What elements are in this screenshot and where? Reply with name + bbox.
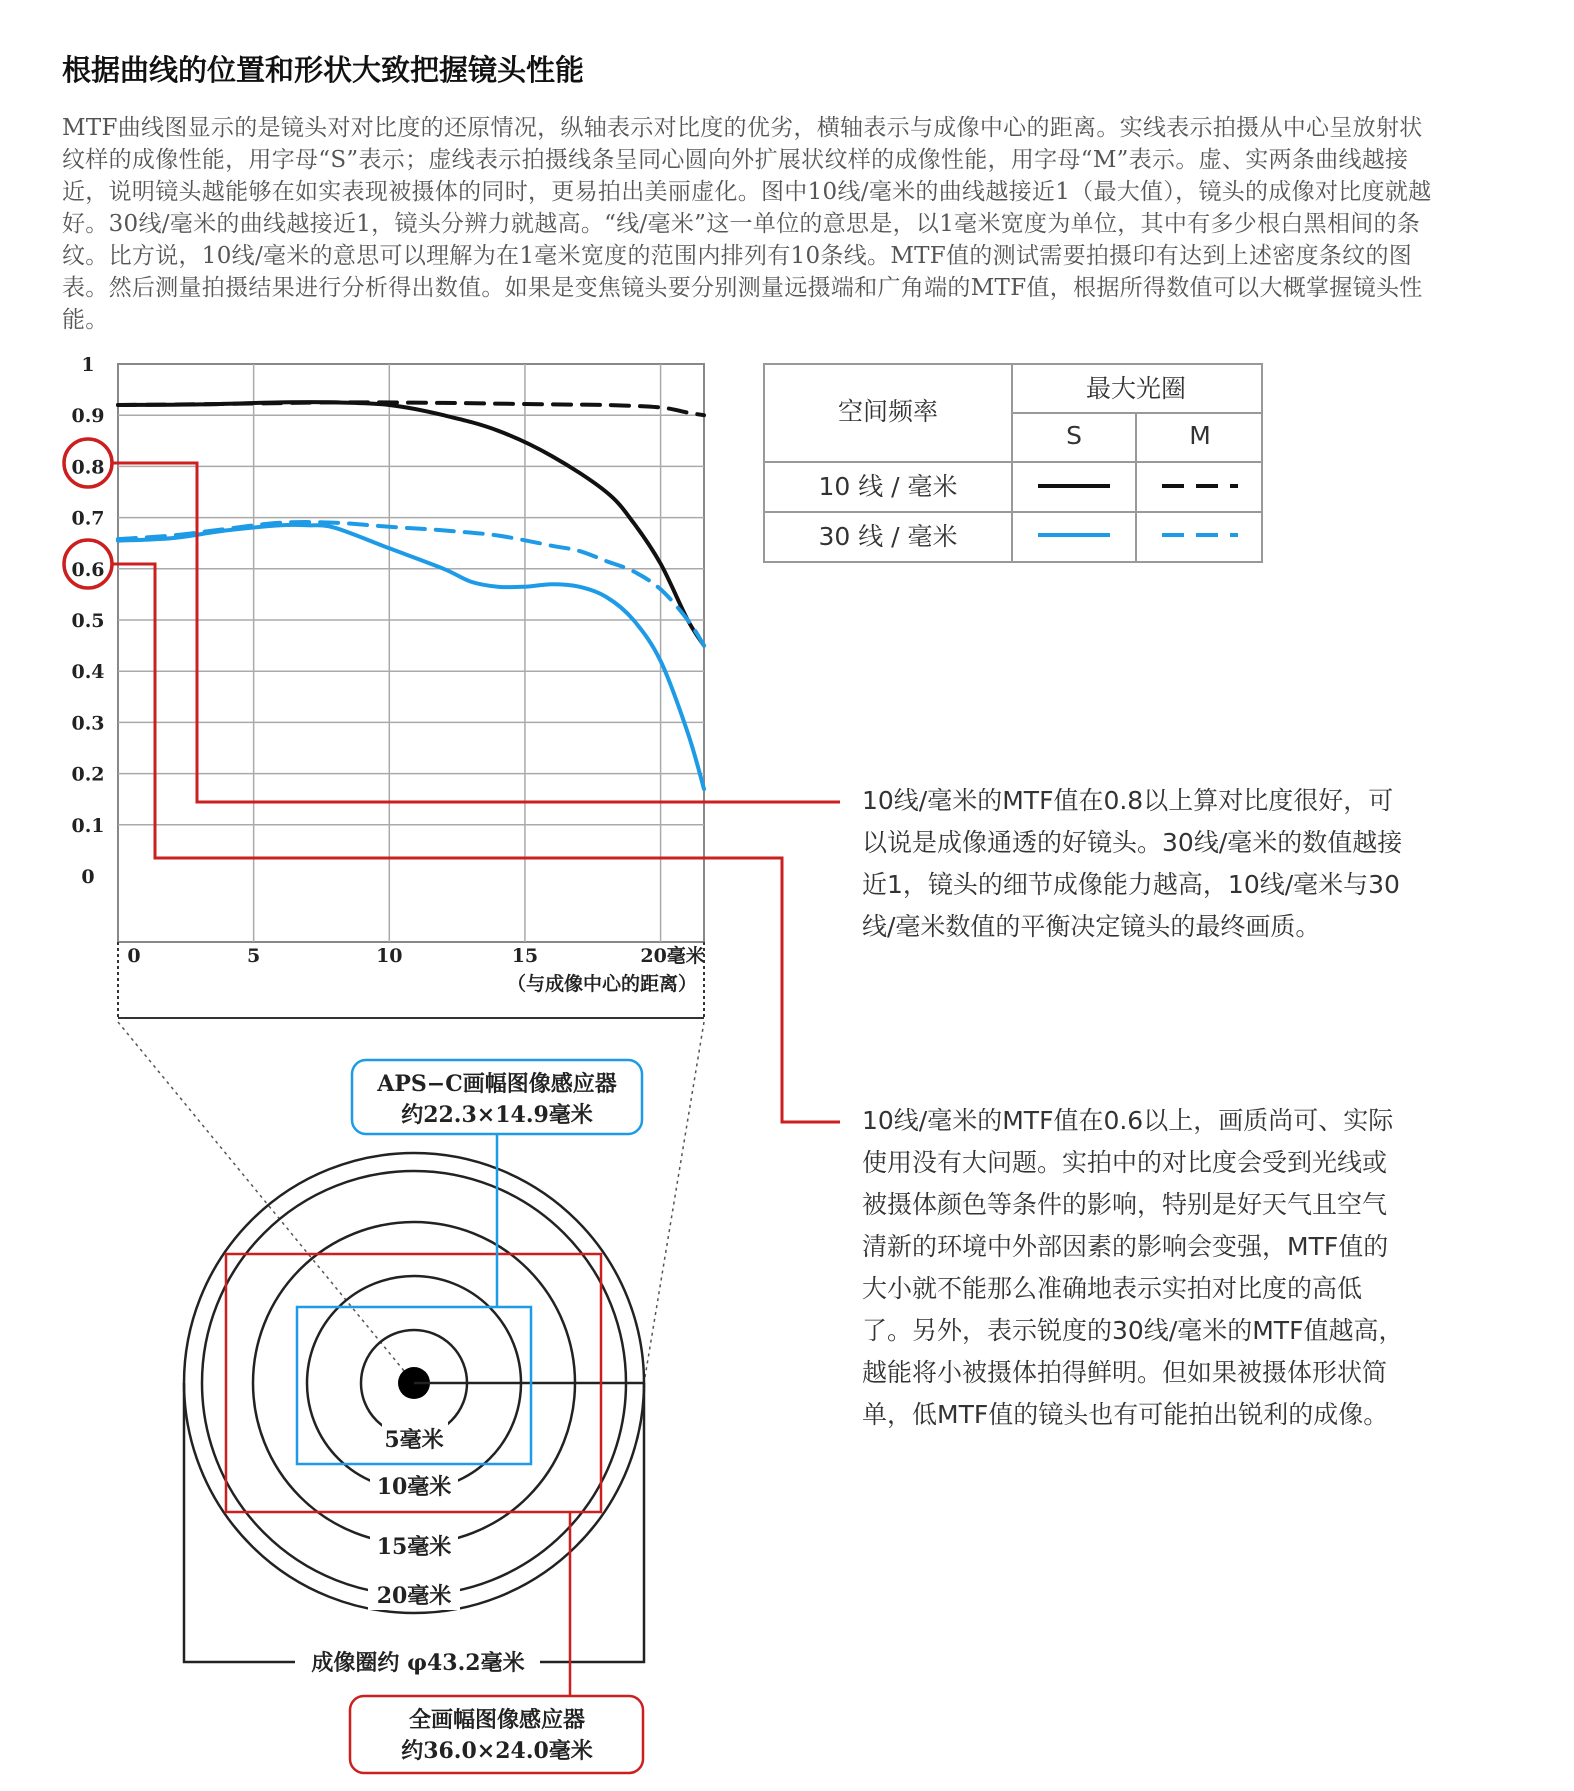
series-line-0	[118, 402, 704, 645]
image-circle-bracket-right	[540, 1383, 644, 1662]
y-axis-ticks	[71, 354, 104, 888]
y-tick-label: 0.4	[71, 661, 105, 684]
ring-label-20mm: 20毫米	[376, 1583, 452, 1609]
y-tick-label: 0.1	[71, 814, 105, 837]
connector-line-0.6	[112, 564, 840, 1122]
page-title: 根据曲线的位置和形状大致把握镜头性能	[62, 53, 585, 87]
y-tick-label: 0.7	[71, 507, 105, 530]
legend-header-freq: 空间频率	[837, 397, 939, 426]
plot-frame	[118, 364, 704, 942]
x-tick-label: 5	[247, 945, 261, 967]
ff-label-line2: 约36.0×24.0毫米	[401, 1738, 593, 1764]
image-circle-diagram	[184, 1060, 644, 1773]
note-0.6: 10线/毫米的MTF值在0.6以上，画质尚可、实际使用没有大问题。实拍中的对比度会受到光线或被摄体颜色等条件的影响，特别是好天气且空气清新的环境中外部因素的影响会变强，MTF值的大小就不能那么准确地表示实拍对比度的高低了。另外，表示锐度的30线/毫米的MTF值越高，越能将小被摄体拍得鲜明。但如果被摄体形状简单，低MTF值的镜头也有可能拍出锐利的成像。	[862, 1106, 1404, 1429]
image-circle-label: 成像圈约 φ43.2毫米	[311, 1650, 525, 1676]
series-line-3	[118, 522, 704, 646]
legend-row-30: 30 线 / 毫米	[818, 522, 958, 551]
connector-line-0.8	[112, 463, 840, 802]
projection-line-right	[644, 1022, 704, 1383]
x-tick-label: 20毫米	[640, 945, 705, 967]
legend-col-m: M	[1189, 421, 1211, 450]
image-circle-bracket-left	[184, 1383, 295, 1662]
x-tick-label: 10	[376, 945, 403, 967]
x-tick-label: 15	[511, 945, 539, 967]
y-tick-label: 0.3	[71, 712, 105, 735]
y-tick-label: 0.8	[71, 456, 105, 479]
chart-grid	[118, 364, 704, 942]
ring-label-10mm: 10毫米	[376, 1474, 452, 1500]
ff-label-line1: 全画幅图像感应器	[408, 1707, 586, 1733]
legend-header-aperture: 最大光圈	[1085, 374, 1187, 403]
y-tick-label: 0.9	[71, 405, 105, 428]
intro-paragraph: MTF曲线图显示的是镜头对对比度的还原情况，纵轴表示对比度的优劣，横轴表示与成像中心的距离。实线表示拍摄从中心呈放射状纹样的成像性能，用字母“S”表示；虚线表示拍摄线条呈同心圆向外扩展状纹样的成像性能，用字母“M”表示。虚、实两条曲线越接近，说明镜头越能够在如实表现被摄体的同时，更易拍出美丽虚化。图中10线/毫米的曲线越接近1（最大值），镜头的成像对比度就越好。30线/毫米的曲线越接近1，镜头分辨力就越高。“线/毫米”这一单位的意思是，以1毫米宽度为单位，其中有多少根白黑相间的条纹。比方说，10线/毫米的意思可以理解为在1毫米宽度的范围内排列有10条线。MTF值的测试需要拍摄印有达到上述密度条纹的图表。然后测量拍摄结果进行分析得出数值。如果是变焦镜头要分别测量远摄端和广角端的MTF值，根据所得数值可以大概掌握镜头性能。	[62, 115, 1432, 333]
y-tick-label: 0.5	[71, 610, 105, 632]
legend-col-s: S	[1066, 421, 1082, 450]
mtf-curves	[118, 402, 704, 789]
ring-label-15mm: 15毫米	[376, 1534, 452, 1560]
y-tick-label: 0.6	[71, 558, 105, 581]
apsc-label-line2: 约22.3×14.9毫米	[401, 1102, 593, 1128]
note-0.8: 10线/毫米的MTF值在0.8以上算对比度很好，可以说是成像通透的好镜头。30线/毫米的数值越接近1，镜头的细节成像能力越高，10线/毫米与30线/毫米数值的平衡决定镜头的最终画质。	[862, 786, 1403, 941]
legend-table	[764, 364, 1262, 562]
x-axis-label: （与成像中心的距离）	[506, 973, 698, 995]
ring-label-5mm: 5毫米	[384, 1427, 444, 1453]
x-axis-ticks	[127, 944, 704, 967]
apsc-label-line1: APS−C画幅图像感应器	[377, 1071, 617, 1097]
y-tick-label: 0	[81, 866, 95, 888]
y-tick-label: 0.2	[71, 763, 105, 786]
y-tick-label: 1	[81, 354, 95, 376]
x-tick-label: 0	[127, 945, 141, 967]
legend-row-10: 10 线 / 毫米	[818, 472, 958, 501]
